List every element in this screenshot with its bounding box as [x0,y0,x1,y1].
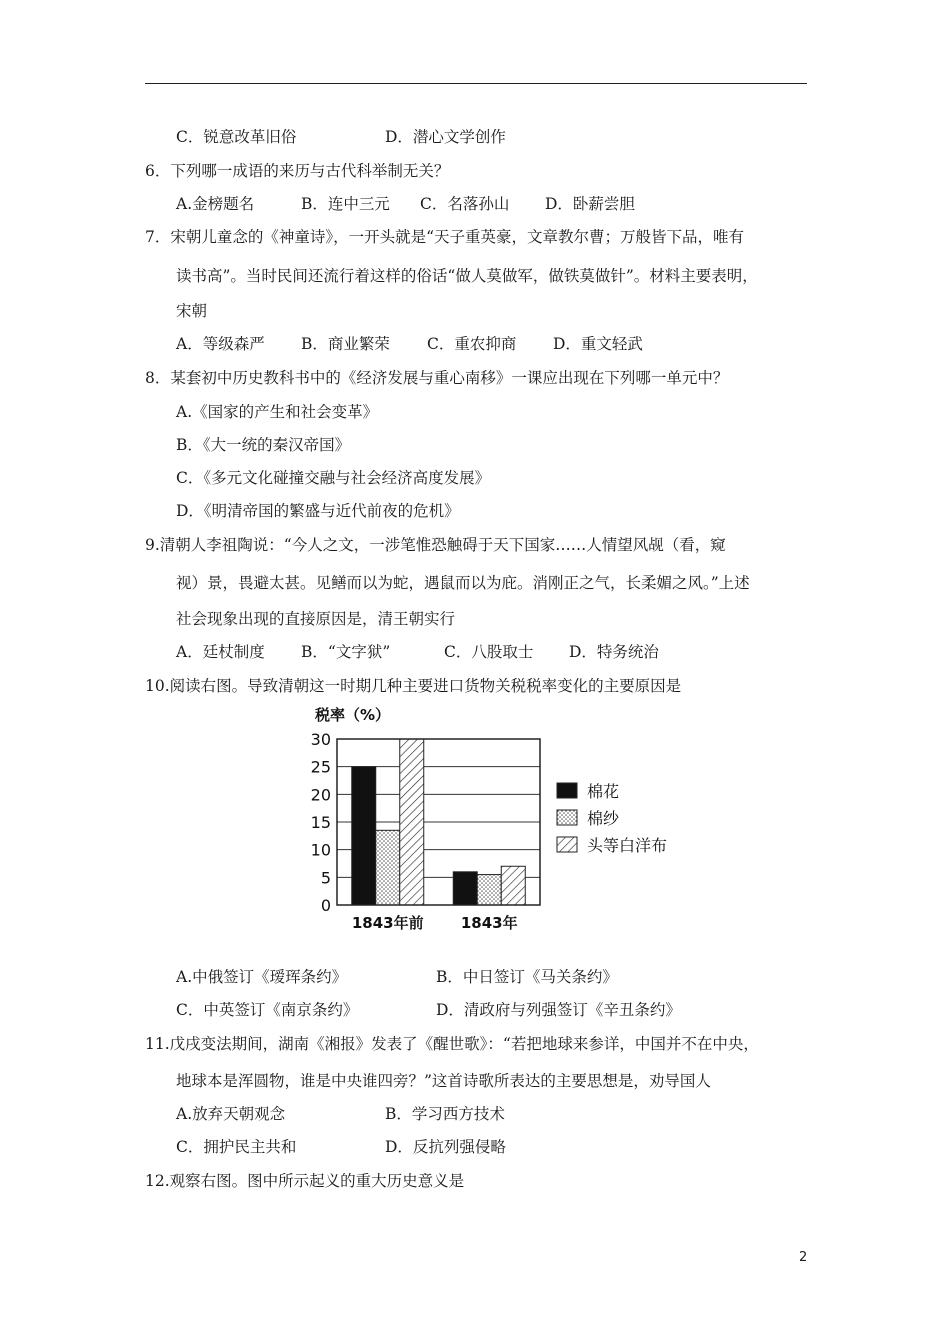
y-tick-label: 5 [320,868,331,888]
q7-option-c: C．重农抑商 [427,335,517,353]
q6-stem: 6．下列哪一成语的来历与古代科举制无关？ [145,162,450,180]
header-rule [145,83,807,84]
legend-label: 棉纱 [587,809,620,828]
q6-option-b: B．连中三元 [301,195,390,213]
q9-option-a: A．廷杖制度 [176,643,265,661]
tariff-bar-chart [295,700,685,940]
q7-stem-line-1: 7．宋朝儿童念的《神童诗》，一开头就是“天子重英豪，文章教尔曹；万般皆下品，唯有 [145,228,745,246]
q7-option-d: D．重文轻武 [553,335,643,353]
q11-option-c: C．拥护民主共和 [176,1138,297,1156]
q10-stem: 10.阅读右图。导致清朝这一时期几种主要进口货物关税税率变化的主要原因是 [145,677,682,695]
q8-option-c: C．《多元文化碰撞交融与社会经济高度发展》 [176,469,491,487]
q11-stem-line-1: 11.戊戌变法期间，湖南《湘报》发表了《醒世歌》：“若把地球来参详，中国并不在中央， [145,1035,759,1053]
q10-option-a: A.中俄签订《瑷珲条约》 [176,968,348,986]
q10-option-c: C．中英签订《南京条约》 [176,1001,359,1019]
page-number: 2 [799,1250,808,1265]
q8-option-d: D．《明清帝国的繁盛与近代前夜的危机》 [176,502,460,520]
q12-stem: 12.观察右图。图中所示起义的重大历史意义是 [145,1172,465,1190]
chart-ylabel: 税率（%） [315,706,391,724]
legend-label: 头等白洋布 [587,836,668,855]
q9-stem-line-1: 9.清朝人李祖陶说：“今人之文，一涉笔惟恐触碍于天下国家……人情望风觇（看，窥 [145,536,726,554]
y-tick-label: 15 [310,813,331,832]
y-tick-label: 25 [310,757,331,777]
bar-3-2 [501,866,525,905]
q11-option-b: B．学习西方技术 [385,1105,505,1123]
y-tick-label: 20 [310,785,331,805]
legend-swatch [557,837,577,852]
legend-label: 棉花 [587,782,620,801]
q9-option-c: C．八股取士 [444,643,534,661]
chart-svg [295,700,685,940]
y-tick-label: 30 [310,730,331,749]
q8-option-a: A.《国家的产生和社会变革》 [176,403,379,421]
q7-stem-line-3: 宋朝 [176,302,208,320]
bar-2-1 [376,830,400,905]
q5-option-c: C．锐意改革旧俗 [176,128,297,146]
q6-option-c: C．名落孙山 [420,195,510,213]
q8-stem: 8．某套初中历史教科书中的《经济发展与重心南移》一课应出现在下列哪一单元中？ [145,369,729,387]
q10-option-d: D．清政府与列强签订《辛丑条约》 [436,1001,681,1019]
q9-stem-line-3: 社会现象出现的直接原因是，清王朝实行 [176,610,456,628]
q9-option-d: D．特务统治 [569,643,659,661]
bar-1-1 [352,767,376,905]
q9-stem-line-2: 视）景，畏避太甚。见鳝而以为蛇，遇鼠而以为庇。消刚正之气，长柔媚之风。”上述 [176,574,750,592]
q10-option-b: B．中日签订《马关条约》 [436,968,618,986]
x-category-label: 1843年前 [351,914,424,932]
bar-3-1 [400,739,424,905]
q8-option-b: B．《大一统的秦汉帝国》 [176,436,351,454]
q7-option-a: A．等级森严 [176,335,265,353]
y-tick-label: 0 [320,896,331,915]
q5-option-d: D．潜心文学创作 [385,128,506,146]
q11-stem-line-2: 地球本是浑圆物，谁是中央谁四旁？”这首诗歌所表达的主要思想是，劝导国人 [176,1072,711,1090]
legend-swatch [557,810,577,825]
legend-swatch [557,783,577,798]
bar-1-2 [453,872,477,905]
q11-option-a: A.放弃天朝观念 [176,1105,286,1123]
y-tick-label: 10 [310,840,331,860]
q6-option-d: D．卧薪尝胆 [545,195,635,213]
q6-option-a: A.金榜题名 [176,195,255,213]
q9-option-b: B．“文字狱” [301,643,391,661]
q11-option-d: D．反抗列强侵略 [385,1138,506,1156]
q7-option-b: B．商业繁荣 [301,335,390,353]
x-category-label: 1843年 [460,914,518,932]
bar-2-2 [477,875,501,905]
q7-stem-line-2: 读书高”。当时民间还流行着这样的俗话“做人莫做军，做铁莫做针”。材料主要表明， [176,267,758,285]
